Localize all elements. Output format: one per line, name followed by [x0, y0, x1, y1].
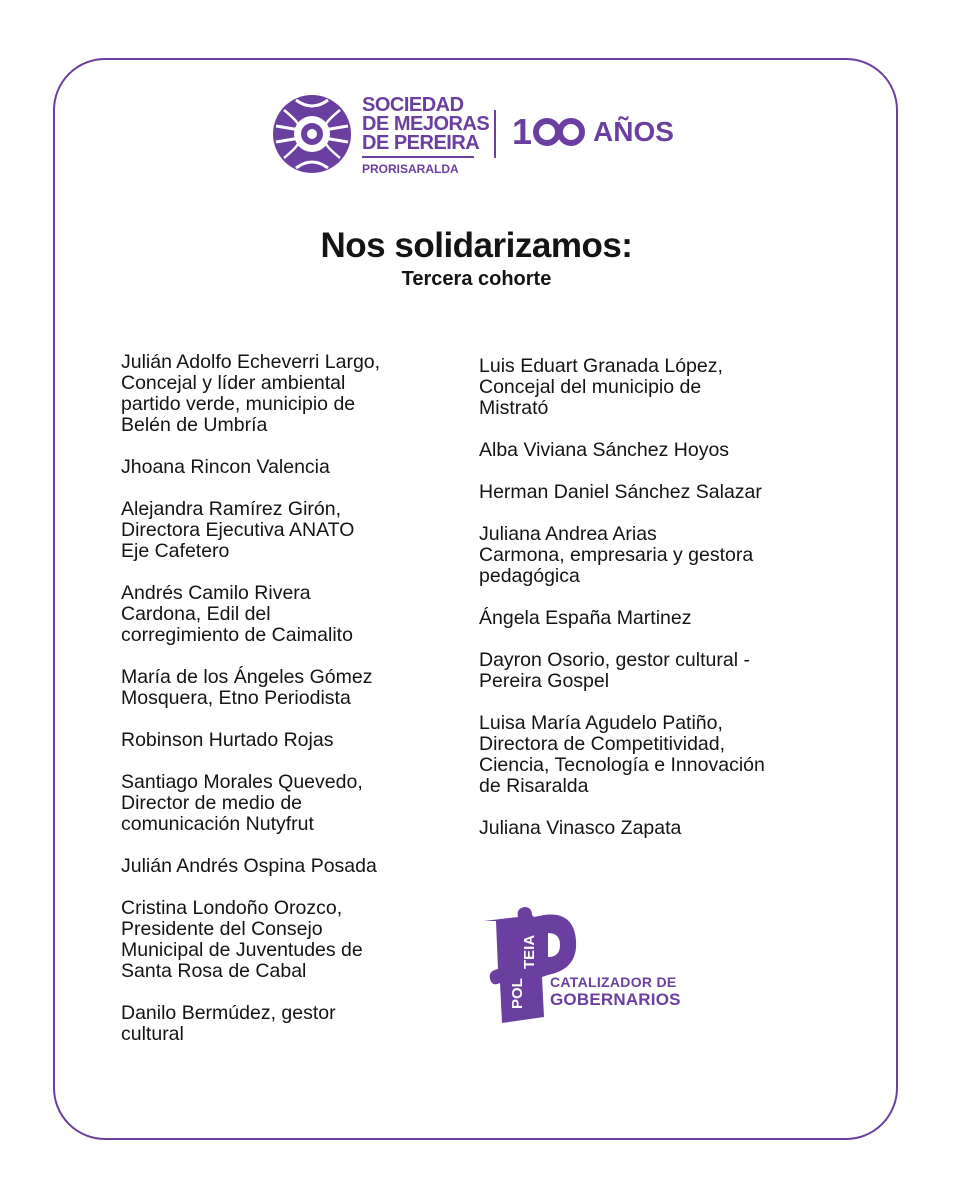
double-zero-icon — [533, 117, 585, 147]
signatory-line: Julián Adolfo Echeverri Largo, — [121, 351, 381, 373]
signatory-line: Eje Cafetero — [121, 540, 230, 562]
signatory-line: partido verde, municipio de — [121, 393, 356, 415]
signatory-line: Directora de Competitividad, — [479, 733, 726, 755]
signatory-line: pedagógica — [479, 565, 580, 587]
signatory-line: Dayron Osorio, gestor cultural - — [479, 649, 750, 671]
signatory-line: Luis Eduart Granada López, — [479, 355, 723, 377]
signatory-line: Juliana Andrea Arias — [479, 523, 657, 545]
page-subtitle: Tercera cohorte — [401, 268, 552, 290]
signatory-entry — [121, 772, 451, 835]
signatory-line: Mistrató — [479, 397, 549, 419]
signatory-line: Ángela España Martinez — [479, 607, 692, 629]
signatories-right-column — [479, 356, 839, 860]
signatory-entry — [479, 713, 839, 797]
politeia-line-2: GOBERNARIOS — [550, 990, 681, 1009]
signatory-entry — [121, 499, 451, 562]
signatory-entry — [479, 608, 839, 629]
logo-line: DE MEJORAS — [362, 113, 490, 135]
politeia-line-1: CATALIZADOR DE — [550, 974, 677, 990]
signatory-entry — [479, 440, 839, 461]
signatory-entry — [479, 818, 839, 839]
signatory-line: Julián Andrés Ospina Posada — [121, 855, 377, 877]
politeia-wordmark — [550, 973, 681, 1009]
signatory-line: Directora Ejecutiva ANATO — [121, 519, 355, 541]
signatory-line: Pereira Gospel — [479, 670, 610, 692]
signatory-entry — [121, 1003, 451, 1045]
anniversary-badge — [512, 112, 674, 152]
logo-divider — [494, 110, 496, 158]
signatory-line: Cardona, Edil del — [121, 603, 271, 625]
signatory-line: Concejal y líder ambiental — [121, 372, 346, 394]
signatory-line: de Risaralda — [479, 775, 589, 797]
signatory-line: Belén de Umbría — [121, 414, 268, 436]
anniversary-number — [512, 111, 585, 153]
signatory-line: Santa Rosa de Cabal — [121, 960, 307, 982]
signatory-line: María de los Ángeles Gómez — [121, 666, 373, 688]
header-logo — [272, 92, 692, 174]
signatory-line: Herman Daniel Sánchez Salazar — [479, 481, 762, 503]
signatory-entry — [121, 898, 451, 982]
puzzle-right-text: TEIA — [521, 934, 538, 969]
signatory-line: Robinson Hurtado Rojas — [121, 729, 334, 751]
signatory-entry — [121, 583, 451, 646]
anniversary-word: AÑOS — [593, 116, 674, 147]
signatory-line: Mosquera, Etno Periodista — [121, 687, 351, 709]
signatory-line: Andrés Camilo Rivera — [121, 582, 311, 604]
signatory-entry — [121, 667, 451, 709]
anniversary-digit: 1 — [512, 111, 532, 152]
signatory-entry — [479, 650, 839, 692]
logo-line: SOCIEDAD — [362, 94, 464, 116]
signatory-line: Concejal del municipio de — [479, 376, 702, 398]
signatory-line: comunicación Nutyfrut — [121, 813, 314, 835]
signatory-line: Jhoana Rincon Valencia — [121, 456, 330, 478]
signatory-line: Ciencia, Tecnología e Innovación — [479, 754, 765, 776]
politeia-logo — [482, 905, 712, 1025]
signatory-line: cultural — [121, 1023, 184, 1045]
signatory-entry — [479, 524, 839, 587]
signatory-entry — [479, 356, 839, 419]
page-title: Nos solidarizamos: — [320, 226, 633, 265]
signatory-entry — [479, 482, 839, 503]
logo-wordmark — [362, 96, 489, 179]
signatory-entry — [121, 856, 451, 877]
signatory-line: Municipal de Juventudes de — [121, 939, 363, 961]
signatory-line: Luisa María Agudelo Patiño, — [479, 712, 723, 734]
signatory-line: Director de medio de — [121, 792, 303, 814]
seal-logo-icon — [272, 94, 352, 174]
signatories-left-column — [121, 352, 451, 1066]
signatory-line: Alba Viviana Sánchez Hoyos — [479, 439, 730, 461]
signatory-line: Juliana Vinasco Zapata — [479, 817, 682, 839]
signatory-line: Presidente del Consejo — [121, 918, 323, 940]
puzzle-left-text: POL — [509, 978, 526, 1009]
signatory-line: Alejandra Ramírez Girón, — [121, 498, 342, 520]
logo-subtitle: PRORISARALDA — [362, 156, 474, 179]
signatory-line: corregimiento de Caimalito — [121, 624, 353, 646]
signatory-entry — [121, 457, 451, 478]
signatory-entry — [121, 730, 451, 751]
signatory-line: Carmona, empresaria y gestora — [479, 544, 754, 566]
logo-line: DE PEREIRA — [362, 132, 480, 154]
signatory-entry — [121, 352, 451, 436]
signatory-line: Danilo Bermúdez, gestor — [121, 1002, 336, 1024]
signatory-line: Santiago Morales Quevedo, — [121, 771, 363, 793]
signatory-line: Cristina Londoño Orozco, — [121, 897, 343, 919]
